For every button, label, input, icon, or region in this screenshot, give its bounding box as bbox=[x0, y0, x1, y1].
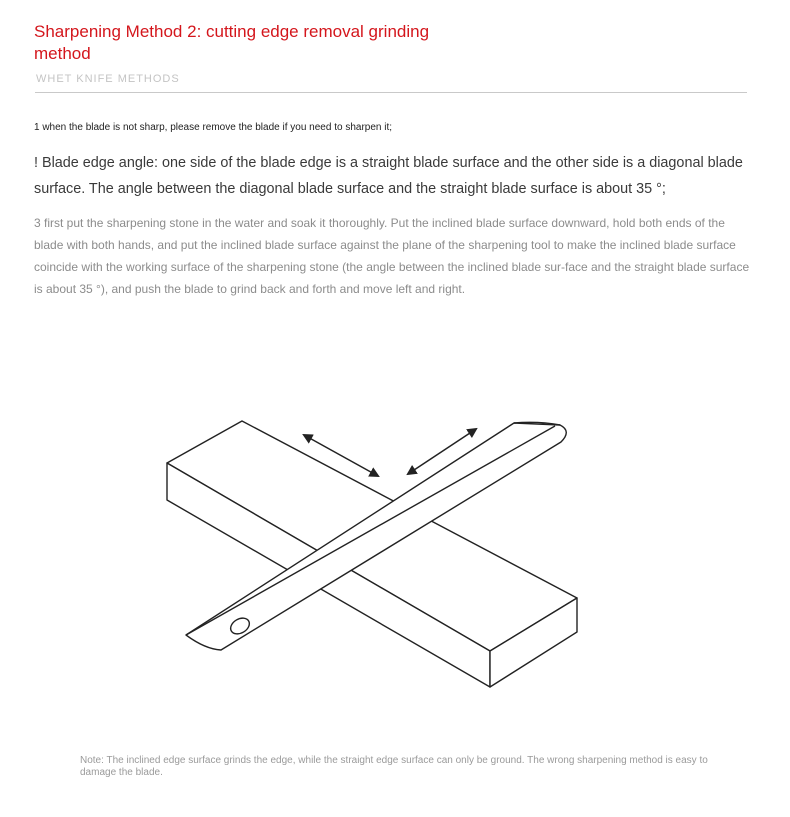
page-title: Sharpening Method 2: cutting edge removal grinding method bbox=[34, 22, 430, 63]
section-subtitle: WHET KNIFE METHODS bbox=[36, 73, 180, 85]
header-divider bbox=[35, 92, 747, 93]
footnote: Note: The inclined edge surface grinds the edge, while the straight edge surface can only be ground. The wrong sharpening method is easy to damage the blade. bbox=[80, 755, 708, 778]
step-3-text: 3 first put the sharpening stone in the water and soak it thoroughly. Put the inclined blade surface downward, hold both ends of the blade with both hands, and put the inclined blade surface against the plane of the sharpening tool to make the inclined blade surface coincide with the working surface of the sharpening stone (the angle between the inclined blade sur-face and the straight blade surface is about 35 °), and push the blade to grind back and forth and move left and right. bbox=[34, 216, 750, 296]
step-1-text: 1 when the blade is not sharp, please remove the blade if you need to sharpen it; bbox=[34, 122, 393, 133]
sharpening-illustration bbox=[150, 405, 590, 700]
step-2-text: ! Blade edge angle: one side of the blade edge is a straight blade surface and the other side is a diagonal blade surface. The angle between the diagonal blade surface and the straight blade surface is about 35 °; bbox=[34, 155, 743, 197]
